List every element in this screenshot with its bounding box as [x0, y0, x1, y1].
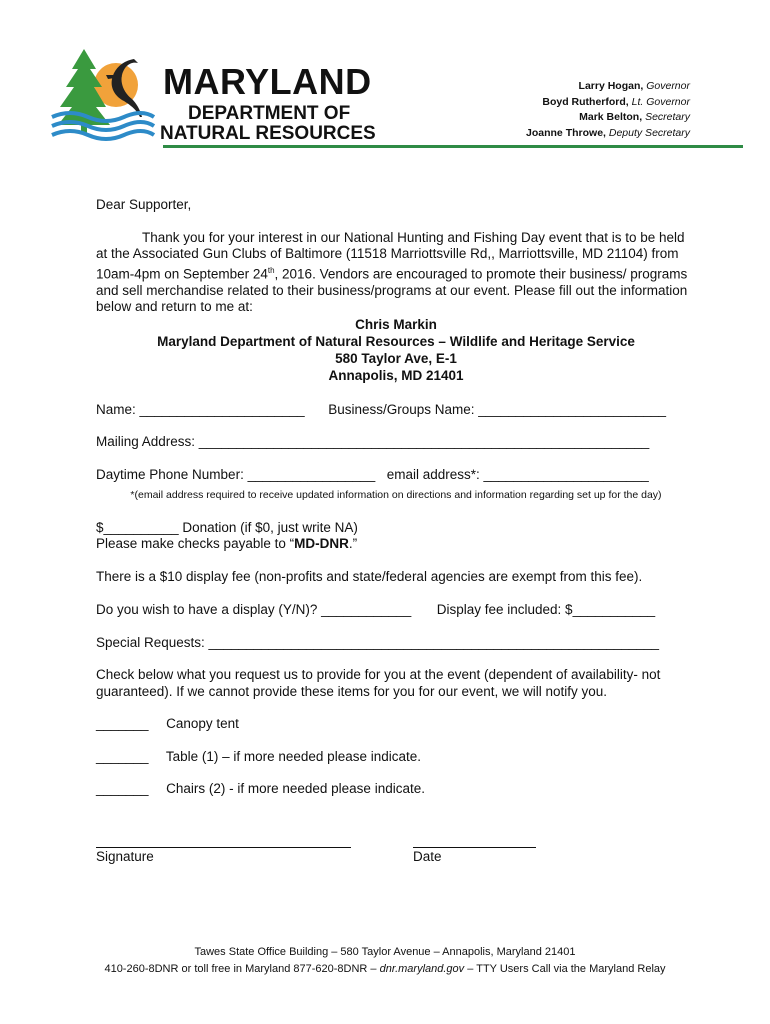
letter-body [96, 197, 696, 798]
display-fee-included-field[interactable]: Display fee included: $___________ [436, 602, 656, 617]
official-governor: Larry Hogan, Governor [578, 80, 690, 92]
officials-list [526, 79, 690, 141]
name-row [96, 402, 696, 419]
chairs-label: Chairs (2) - if more needed please indicate. [166, 781, 425, 796]
official-lt-governor: Boyd Rutherford, Lt. Governor [542, 95, 690, 108]
request-instructions: Check below what you request us to provide for you at the event (dependent of availability- not guaranteed). If we cannot provide these items for you for our event, we will notify you. [96, 667, 661, 699]
item-chairs [96, 781, 696, 798]
mailing-address-field[interactable]: Mailing Address: ____________________________________________________________ [96, 434, 650, 449]
footer [0, 944, 770, 978]
contact-street: 580 Taylor Ave, E-1 [335, 350, 457, 366]
phone-email-row [96, 467, 696, 484]
contact-city: Annapolis, MD 21401 [328, 367, 464, 383]
table-label: Table (1) – if more needed please indicate. [165, 748, 421, 764]
table-blank[interactable]: _______ [96, 748, 149, 764]
item-table [96, 749, 696, 766]
email-address-field[interactable]: email address*: ______________________ [386, 466, 649, 482]
email-note: *(email address required to receive updated information on directions and information regarding set up for the day) [130, 489, 662, 501]
logo-title: MARYLAND [163, 61, 372, 102]
logo-subtitle-2: NATURAL RESOURCES [160, 123, 376, 144]
footer-contact: 410-260-8DNR or toll free in Maryland 877-620-8DNR – dnr.maryland.gov – TTY Users Call via the Maryland Relay [104, 963, 666, 975]
display-fee-text: There is a $10 display fee (non-profits and state/federal agencies are exempt from this fee). [96, 568, 643, 584]
canopy-tent-blank[interactable]: _______ [96, 716, 149, 731]
contact-org: Maryland Department of Natural Resources – Wildlife and Heritage Service [157, 333, 635, 349]
date-label: Date [413, 849, 442, 864]
name-field[interactable]: Name: ______________________ [96, 401, 305, 417]
business-name-field[interactable]: Business/Groups Name: _________________________ [328, 401, 666, 417]
header-divider [163, 145, 743, 148]
display-question-field[interactable]: Do you wish to have a display (Y/N)? ____________ [96, 602, 412, 617]
return-address [96, 316, 696, 384]
canopy-tent-label: Canopy tent [166, 716, 239, 731]
letterhead [50, 45, 700, 155]
logo-subtitle-1: DEPARTMENT OF [188, 103, 351, 124]
official-deputy-secretary: Joanne Throwe, Deputy Secretary [526, 126, 690, 139]
signature-label: Signature [96, 849, 154, 864]
display-row [96, 602, 696, 619]
contact-name: Chris Markin [355, 316, 437, 332]
date-line[interactable] [413, 847, 536, 848]
signature-line[interactable] [96, 847, 351, 848]
donation-field[interactable]: $__________ Donation (if $0, just write NA) [96, 519, 358, 535]
footer-address: Tawes State Office Building – 580 Taylor Avenue – Annapolis, Maryland 21401 [194, 946, 576, 958]
footer-website-link[interactable]: dnr.maryland.gov [379, 963, 465, 975]
intro-paragraph: Thank you for your interest in our National Hunting and Fishing Day event that is to be held at the Associated Gun Clubs of Baltimore (11518 Marriottsville Rd,, Marriottsville, MD 21104) from 10am-4pm on September 24th, 2016. Vendors are encouraged to promote their business/ programs and sell merchandise related to their business/programs at our event. Please fill out the information below and return to me at: [96, 229, 688, 314]
official-secretary: Mark Belton, Secretary [579, 111, 690, 123]
checks-payable-text: Please make checks payable to “MD-DNR.” [96, 536, 358, 551]
item-canopy-tent [96, 716, 696, 733]
chairs-blank[interactable]: _______ [96, 781, 149, 796]
dnr-logo-icon [50, 45, 155, 143]
special-requests-field[interactable]: Special Requests: ____________________________________________________________ [96, 634, 660, 650]
daytime-phone-field[interactable]: Daytime Phone Number: _________________ [96, 466, 376, 482]
salutation: Dear Supporter, [96, 197, 192, 212]
